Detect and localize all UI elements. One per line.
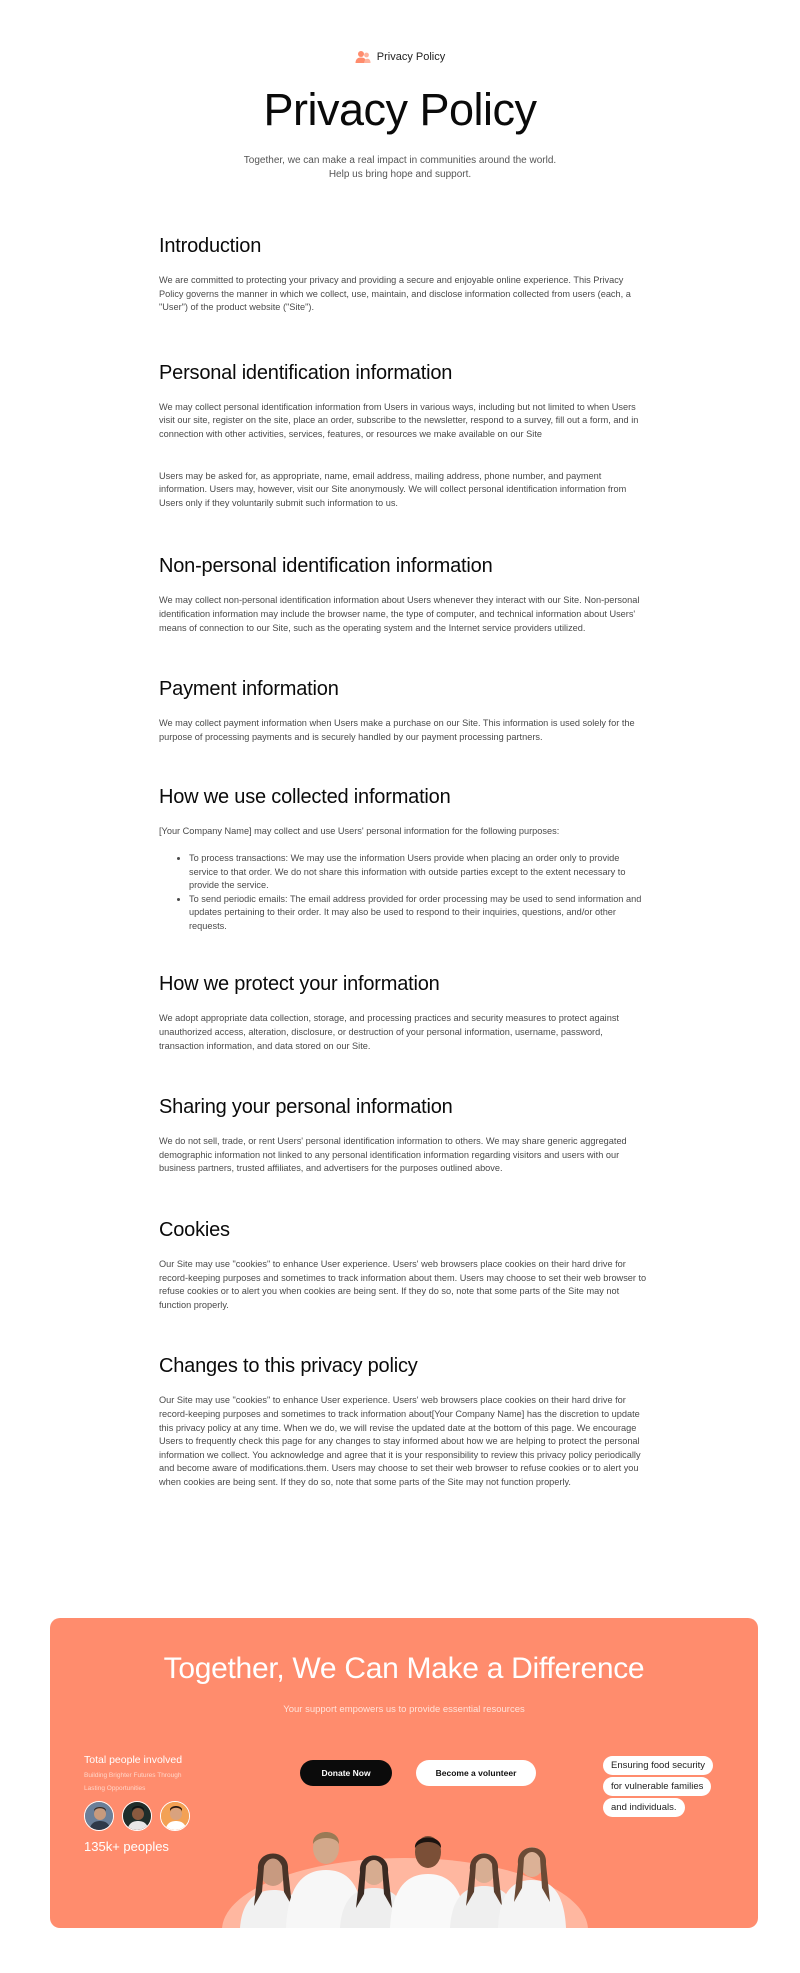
- section-title: How we use collected information: [159, 786, 451, 809]
- section-paragraph: Our Site may use "cookies" to enhance User experience. Users' web browsers place cookies on their hard drive for record-keeping purposes and sometimes to track information about[Your Company Name] has the discretion to update this privacy policy at any time. When we do, we will revise the updated date at the bottom of this page. We encourage Users to frequently check this page for any changes to stay informed about how we are helping to protect the personal information we collect. You acknowledge and agree that it is your responsibility to review this privacy policy periodically and become aware of modifications.them. Users may choose to set their web browser to refuse cookies or to alert you when cookies are being sent. If they do so, note that some parts of the Site may not function properly.: [159, 1395, 641, 1487]
- info-chips: [603, 1756, 713, 1819]
- section-title: How we protect your information: [159, 973, 440, 996]
- section-paragraph: Our Site may use "cookies" to enhance User experience. Users' web browsers place cookies on their hard drive for record-keeping purposes and sometimes to track information about them. Users may choose to set their web browser to refuse cookies or to alert you when cookies are being sent. If they do so, note that some parts of the Site may not function properly.: [159, 1259, 647, 1310]
- stats-block: [84, 1754, 224, 1854]
- section-personal-info: [159, 360, 647, 511]
- info-chip: for vulnerable families: [603, 1777, 711, 1796]
- section-sharing: [159, 1094, 647, 1176]
- stats-title: Total people involved: [84, 1754, 183, 1766]
- become-volunteer-button[interactable]: Become a volunteer: [416, 1760, 536, 1786]
- section-title: Cookies: [159, 1219, 230, 1242]
- section-introduction: [159, 233, 647, 315]
- cta-title: Together, We Can Make a Difference: [163, 1652, 645, 1685]
- policy-content: [159, 233, 647, 1490]
- avatar: [84, 1801, 114, 1831]
- section-cookies: [159, 1217, 647, 1312]
- section-title: Non-personal identification information: [159, 555, 493, 578]
- usage-list: [189, 852, 647, 934]
- stats-count: 135k+ peoples: [84, 1839, 169, 1854]
- section-title: Sharing your personal information: [159, 1096, 453, 1119]
- cta-subtitle: Your support empowers us to provide essential resources: [283, 1704, 525, 1715]
- subtitle-line-2: Help us bring hope and support.: [328, 169, 472, 180]
- section-paragraph: We are committed to protecting your privacy and providing a secure and enjoyable online experience. This Privacy Policy governs the manner in which we collect, use, maintain, and disclose information collected from users (each, a "User") of the product website ("Site").: [159, 275, 631, 313]
- section-paragraph: We may collect personal identification information from Users in various ways, including but not limited to when Users visit our site, register on the site, place an order, subscribe to the newsletter, respond to a survey, fill out a form, and in connection with other activities, services, features, or resources we make available on our Site: [159, 401, 639, 439]
- donate-now-button[interactable]: Donate Now: [300, 1760, 392, 1786]
- page-badge: [0, 50, 800, 64]
- section-non-personal-info: [159, 553, 647, 635]
- badge-label: Privacy Policy: [376, 51, 446, 63]
- section-title: Payment information: [159, 678, 339, 701]
- page-title: Privacy Policy: [263, 84, 537, 135]
- avatar-group: [84, 1801, 224, 1831]
- volunteers-group-photo: [222, 1818, 588, 1928]
- page-subtitle: [0, 154, 800, 182]
- section-paragraph: We may collect payment information when Users make a purchase on our Site. This information is used solely for the purpose of processing payments and is securely handled by our payment processing partners.: [159, 718, 635, 742]
- section-changes: [159, 1353, 647, 1489]
- cta-banner: [50, 1618, 758, 1928]
- section-payment-info: [159, 676, 647, 744]
- section-paragraph: [Your Company Name] may collect and use Users' personal information for the following purposes:: [159, 826, 560, 837]
- info-chip: Ensuring food security: [603, 1756, 713, 1775]
- section-title: Introduction: [159, 235, 262, 257]
- users-icon: [355, 50, 371, 64]
- section-how-we-protect: [159, 971, 647, 1053]
- info-chip: and individuals.: [603, 1798, 685, 1817]
- list-item: • To send periodic emails: The email address provided for order processing may be used to send information and updates pertaining to their order. It may also be used to respond to their inquiries, questions, and/or other requests.: [189, 893, 647, 934]
- section-paragraph: Users may be asked for, as appropriate, name, email address, mailing address, phone number, and payment information. Users may, however, visit our Site anonymously. We will collect personal identification information from Users only if they voluntarily submit such information to us.: [159, 470, 627, 508]
- avatar: [122, 1801, 152, 1831]
- section-paragraph: We adopt appropriate data collection, storage, and processing practices and security measures to protect against unauthorized access, alteration, disclosure, or destruction of your personal information, username, password, transaction information, and data stored on our Site.: [159, 1013, 619, 1051]
- section-how-we-use: [159, 784, 647, 933]
- section-title: Personal identification information: [159, 361, 453, 384]
- stats-description: Building Brighter Futures Through Lasting Opportunities: [84, 1772, 182, 1792]
- section-paragraph: We may collect non-personal identification information about Users whenever they interact with our Site. Non-personal identification information may include the browser name, the type of computer, and technical information about Users' means of connection to our Site, such as the operating system and the Internet service providers utilized.: [159, 595, 640, 633]
- list-item: • To process transactions: We may use the information Users provide when placing an order only to provide service to that order. We do not share this information with outside parties except to the extent necessary to provide the service.: [189, 852, 647, 893]
- avatar: [160, 1801, 190, 1831]
- section-paragraph: We do not sell, trade, or rent Users' personal identification information to others. We may share generic aggregated demographic information not linked to any personal identification information regarding visitors and users with our business partners, trusted affiliates, and advertisers for the purposes outlined above.: [159, 1136, 627, 1174]
- section-title: Changes to this privacy policy: [159, 1355, 418, 1378]
- subtitle-line-1: Together, we can make a real impact in communities around the world.: [243, 155, 557, 166]
